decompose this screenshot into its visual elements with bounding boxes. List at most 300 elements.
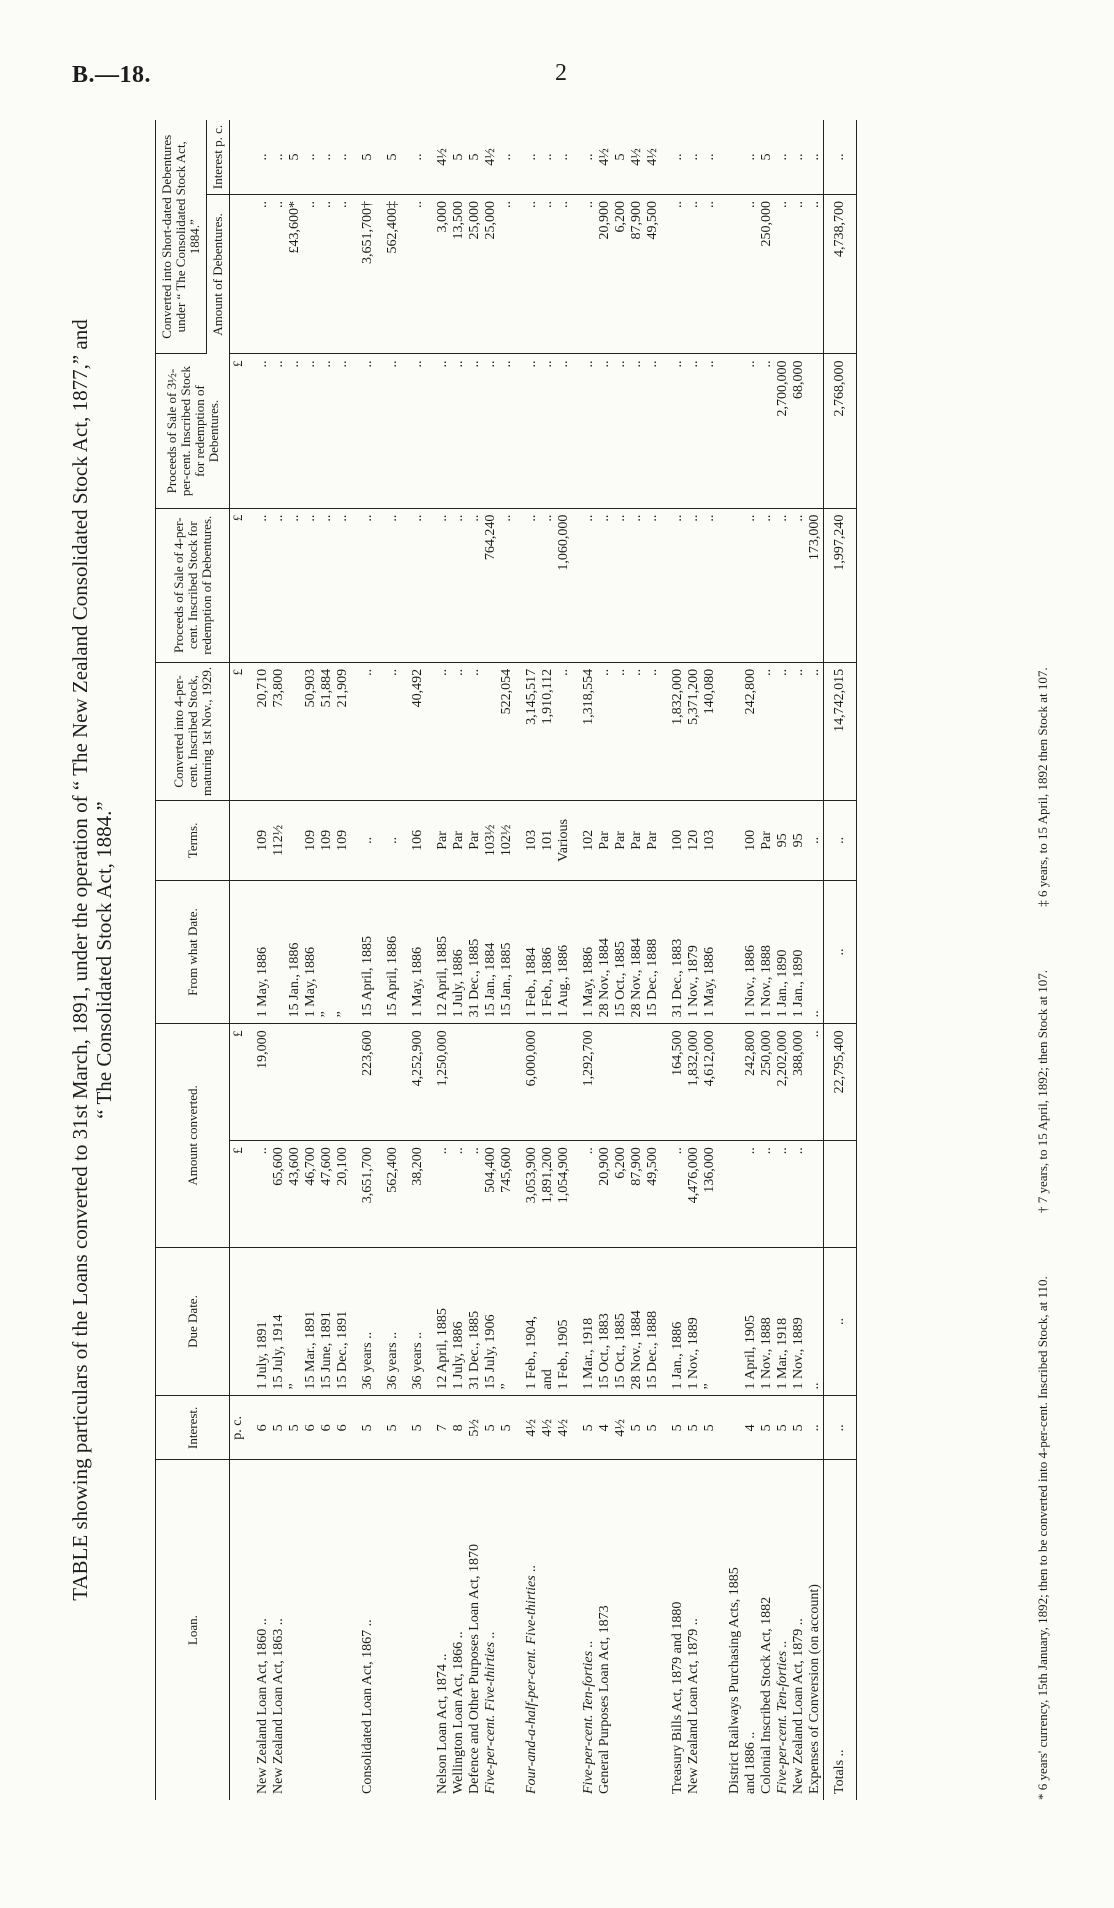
footnotes xyxy=(1035,120,1051,1800)
cell-short-interest-line xyxy=(727,126,743,188)
cell-from-line: 31 Dec., 1883 xyxy=(670,938,685,1018)
totals-cell xyxy=(824,1141,857,1247)
cell-sale35-line: .. xyxy=(483,360,498,368)
cell-due-line: 1 Feb., 1905 xyxy=(556,1319,571,1390)
cell-short-interest xyxy=(661,120,718,195)
cell-sale4 xyxy=(351,508,376,662)
cell-sale35 xyxy=(572,354,661,508)
cell-sale4-line: .. xyxy=(319,514,334,522)
cell-from xyxy=(376,880,401,1024)
cell-amount-item-line: 49,500 xyxy=(645,1147,660,1186)
cell-amount-total-line: 1,832,000 xyxy=(686,1030,701,1087)
cell-short-interest-line: 4½ xyxy=(483,148,498,166)
cell-sale4 xyxy=(426,508,515,662)
cell-short-interest-line: 4½ xyxy=(629,148,644,166)
cell-due-line: 1 Nov., 1889 xyxy=(791,1317,806,1390)
cell-from-line: 1 May, 1886 xyxy=(303,947,318,1018)
cell-due xyxy=(376,1247,401,1396)
cell-converted-line: 40,492 xyxy=(410,668,425,708)
cell-terms-line: 100 xyxy=(743,829,758,851)
cell-interest-line: 5 xyxy=(483,1424,498,1432)
cell-amount-item-line: 562,400 xyxy=(385,1147,400,1193)
cell-sale4-line: .. xyxy=(791,514,806,522)
cell-amount-item-line: 20,900 xyxy=(597,1147,612,1186)
cell-sale4 xyxy=(401,508,426,662)
cell-interest-line: 5 xyxy=(360,1424,375,1432)
totals-cell: .. xyxy=(824,880,857,1024)
cell-short-amount-line xyxy=(727,201,743,347)
cell-from-line: 15 Dec., 1888 xyxy=(645,938,660,1018)
title-line-2: “ The Consolidated Stock Act, 1884.” xyxy=(92,801,116,1119)
cell-converted-line: 20,710 xyxy=(255,668,270,708)
cell-short-amount-line: 3,000 xyxy=(435,201,450,233)
cell-loan xyxy=(661,1460,718,1800)
cell-short-interest-line: 5 xyxy=(360,153,375,161)
cell-amount-item-line: .. xyxy=(581,1147,596,1155)
cell-short-amount-line: .. xyxy=(775,201,790,208)
cell-amount-item xyxy=(572,1141,661,1247)
cell-short-interest xyxy=(246,120,351,195)
table-row xyxy=(376,120,401,1800)
cell-terms-line: Par xyxy=(451,831,466,850)
cell-due xyxy=(246,1247,351,1396)
cell-short-interest-line: .. xyxy=(303,153,318,161)
unit-pound-b: £ xyxy=(230,1024,247,1141)
cell-from-line: 15 April, 1885 xyxy=(360,936,375,1018)
cell-terms-line: Par xyxy=(613,831,628,850)
cell-interest-line: .. xyxy=(807,1424,822,1432)
cell-short-interest-line: .. xyxy=(807,153,822,161)
cell-loan-line: Wellington Loan Act, 1866 .. xyxy=(451,1631,466,1794)
cell-converted-line: 3,145,517 xyxy=(524,668,539,725)
cell-sale4-line: .. xyxy=(686,514,701,522)
cell-sale35 xyxy=(351,354,376,508)
cell-loan-line: Consolidated Loan Act, 1867 .. xyxy=(360,1619,375,1794)
cell-amount-total-line: 164,500 xyxy=(670,1030,685,1076)
cell-interest-line: 5 xyxy=(791,1424,806,1432)
cell-terms-line: 106 xyxy=(410,829,425,851)
cell-converted-line: .. xyxy=(759,668,774,676)
cell-sale4-line: .. xyxy=(499,514,514,522)
cell-short-amount-line: .. xyxy=(556,201,571,208)
cell-loan-line: New Zealand Loan Act, 1879 .. xyxy=(791,1618,806,1794)
cell-amount-item-line: 4,476,000 xyxy=(686,1147,701,1204)
cell-short-amount xyxy=(376,195,401,354)
cell-short-interest xyxy=(426,120,515,195)
cell-sale4-line: .. xyxy=(613,514,628,522)
cell-terms-line: 109 xyxy=(255,829,270,851)
cell-interest-line: 5 xyxy=(629,1424,644,1432)
cell-terms-line: 120 xyxy=(686,829,701,851)
cell-interest-line: 5 xyxy=(775,1424,790,1432)
cell-converted xyxy=(351,662,376,800)
footnote-1: * 6 years' currency, 15th January, 1892; then to be converted into 4-per-cent. Inscribed Stock, at 110. xyxy=(1035,1276,1050,1800)
cell-terms-line: Par xyxy=(759,831,774,850)
cell-from xyxy=(351,880,376,1024)
cell-terms-line: 103 xyxy=(524,829,539,851)
col-sale-4pc: Proceeds of Sale of 4-per-cent. Inscribed Stock for redemption of Debentures. xyxy=(156,508,230,662)
cell-from xyxy=(515,880,572,1024)
unit-pc: p. c. xyxy=(230,1396,247,1460)
units-row xyxy=(230,120,247,1800)
cell-from-line: 28 Nov., 1884 xyxy=(629,938,644,1018)
cell-amount-item-line: 20,100 xyxy=(335,1147,350,1186)
cell-amount-item-line: 3,053,900 xyxy=(524,1147,539,1204)
cell-terms-line xyxy=(727,807,743,874)
cell-from-line: 1 July, 1886 xyxy=(451,949,466,1018)
cell-interest xyxy=(515,1396,572,1460)
cell-short-amount-line: 562,400‡ xyxy=(385,201,400,254)
cell-sale4-line: .. xyxy=(360,514,375,522)
cell-amount-item-line: .. xyxy=(467,1147,482,1155)
cell-due-line: 1 Mar., 1918 xyxy=(775,1317,790,1390)
cell-interest xyxy=(351,1396,376,1460)
cell-from-line: 1 May, 1886 xyxy=(702,947,717,1018)
footnote-2: † 7 years, to 15 April, 1892; then Stock at 107. xyxy=(1035,970,1050,1214)
cell-terms-line: .. xyxy=(360,836,375,844)
cell-amount-total xyxy=(401,1024,426,1141)
cell-terms xyxy=(246,801,351,881)
cell-sale35-line: .. xyxy=(410,360,425,368)
cell-loan-line: Defence and Other Purposes Loan Act, 1870 xyxy=(467,1544,482,1794)
cell-converted-line: 1,318,554 xyxy=(581,668,596,725)
cell-converted-line: 51,884 xyxy=(319,668,334,708)
cell-amount-item xyxy=(515,1141,572,1247)
cell-due-line: 1 Jan., 1886 xyxy=(670,1321,685,1390)
cell-loan-line: Five-per-cent. Ten-forties .. xyxy=(581,1640,596,1794)
cell-sale4-line: .. xyxy=(335,514,350,522)
cell-due xyxy=(426,1247,515,1396)
cell-short-interest-line: 5 xyxy=(613,153,628,161)
cell-loan-line: Five-per-cent. Ten-forties .. xyxy=(775,1640,790,1794)
cell-terms-line: Par xyxy=(597,831,612,850)
cell-due-line: 15 Oct., 1883 xyxy=(597,1313,612,1390)
cell-converted-line: 140,080 xyxy=(702,668,717,715)
cell-amount-item-line xyxy=(727,1147,743,1240)
cell-short-amount-line: 6,200 xyxy=(613,201,628,233)
cell-terms-line: 102½ xyxy=(499,824,514,857)
cell-loan xyxy=(246,1460,351,1800)
cell-sale4-line: .. xyxy=(629,514,644,522)
cell-amount-total-line xyxy=(727,1030,743,1134)
cell-from xyxy=(661,880,718,1024)
cell-short-amount-line: .. xyxy=(540,201,555,208)
cell-from-line: 15 Jan., 1884 xyxy=(483,942,498,1018)
cell-short-amount-line: .. xyxy=(499,201,514,208)
cell-from-line: 1 Aug., 1886 xyxy=(556,944,571,1018)
cell-sale35 xyxy=(661,354,718,508)
cell-due-line: 15 Dec., 1888 xyxy=(645,1310,660,1390)
cell-sale4-line xyxy=(727,515,743,656)
cell-terms-line: .. xyxy=(807,836,822,844)
cell-converted xyxy=(661,662,718,800)
cell-sale4-line: .. xyxy=(435,514,450,522)
cell-loan-line: New Zealand Loan Act, 1860 .. xyxy=(255,1618,270,1794)
cell-amount-total-line xyxy=(385,1030,401,1134)
cell-sale4-line: .. xyxy=(255,514,270,522)
cell-amount-total xyxy=(246,1024,351,1141)
cell-short-interest-line: .. xyxy=(410,153,425,161)
cell-from xyxy=(426,880,515,1024)
cell-amount-item-line: 65,600 xyxy=(271,1147,286,1186)
cell-loan xyxy=(718,1460,824,1800)
cell-sale35-line: 68,000 xyxy=(791,360,806,399)
cell-short-interest-line: 4½ xyxy=(645,148,660,166)
cell-due xyxy=(515,1247,572,1396)
cell-short-amount-line: .. xyxy=(791,201,806,208)
cell-due xyxy=(718,1247,824,1396)
cell-sale35-line: .. xyxy=(743,360,758,368)
cell-amount-total-line: 242,800 xyxy=(743,1030,758,1076)
cell-converted xyxy=(515,662,572,800)
cell-interest-line: 6 xyxy=(319,1424,334,1432)
cell-converted xyxy=(718,662,824,800)
cell-terms-line: Par xyxy=(645,831,660,850)
cell-amount-total-line: 2,202,000 xyxy=(775,1030,790,1087)
cell-converted-line: .. xyxy=(597,668,612,676)
cell-from-line: 1 Jan., 1890 xyxy=(775,949,790,1018)
cell-short-amount-line: .. xyxy=(271,201,286,208)
cell-short-interest-line: .. xyxy=(791,153,806,161)
cell-short-amount-line: .. xyxy=(743,201,758,208)
cell-sale35-line: .. xyxy=(524,360,539,368)
cell-converted-line xyxy=(727,669,743,794)
cell-short-interest-line: .. xyxy=(686,153,701,161)
cell-converted-line: 522,054 xyxy=(499,668,514,715)
cell-due-line: 15 Oct., 1885 xyxy=(613,1313,628,1390)
cell-loan-line: Five-per-cent. Five-thirties .. xyxy=(483,1631,498,1794)
cell-short-interest-line: .. xyxy=(335,153,350,161)
cell-converted-line xyxy=(483,669,499,794)
cell-amount-total-line: 1,250,000 xyxy=(435,1030,450,1087)
cell-short-interest xyxy=(718,120,824,195)
totals-cell: 2,768,000 xyxy=(824,354,857,508)
cell-sale35-line: .. xyxy=(255,360,270,368)
cell-from-line: 1 May, 1886 xyxy=(410,947,425,1018)
unit-pound-c: £ xyxy=(230,662,247,800)
cell-due-line: ” xyxy=(702,1383,717,1390)
cell-sale4 xyxy=(572,508,661,662)
cell-amount-item xyxy=(401,1141,426,1247)
cell-from xyxy=(401,880,426,1024)
cell-converted-line: .. xyxy=(775,668,790,676)
cell-converted-line: .. xyxy=(451,668,466,676)
cell-amount-total-line: 4,252,900 xyxy=(410,1030,425,1087)
cell-interest xyxy=(401,1396,426,1460)
cell-short-amount-line: 25,000 xyxy=(467,201,482,240)
cell-sale4-line: .. xyxy=(524,514,539,522)
cell-sale35 xyxy=(376,354,401,508)
table-row xyxy=(351,120,376,1800)
cell-interest-line: 4 xyxy=(597,1424,612,1432)
cell-sale35-line: .. xyxy=(702,360,717,368)
cell-amount-item-line: .. xyxy=(670,1147,685,1155)
cell-amount-total-line: 1,292,700 xyxy=(581,1030,596,1087)
cell-converted-line: .. xyxy=(807,668,822,676)
cell-amount-item-line: .. xyxy=(759,1147,774,1155)
col-short-interest: Interest p. c. xyxy=(207,120,230,195)
col-terms: Terms. xyxy=(156,801,230,881)
cell-interest xyxy=(376,1396,401,1460)
cell-from-line: 1 Feb., 1884 xyxy=(524,947,539,1018)
cell-short-interest-line: .. xyxy=(255,153,270,161)
cell-terms-line: 102 xyxy=(581,829,596,851)
cell-converted-line: .. xyxy=(556,668,571,676)
cell-sale35-line: .. xyxy=(271,360,286,368)
cell-amount-total xyxy=(376,1024,401,1141)
cell-amount-item-line: .. xyxy=(775,1147,790,1155)
table-row xyxy=(515,120,572,1800)
cell-from xyxy=(246,880,351,1024)
cell-interest-line xyxy=(727,1402,743,1453)
cell-sale4-line: .. xyxy=(645,514,660,522)
cell-interest xyxy=(718,1396,824,1460)
cell-from-line: 1 Feb., 1886 xyxy=(540,947,555,1018)
cell-sale4-line: .. xyxy=(271,514,286,522)
cell-amount-item-line: 38,200 xyxy=(410,1147,425,1186)
cell-due-line: ” xyxy=(287,1383,302,1390)
cell-interest-line: 7 xyxy=(435,1424,450,1432)
cell-terms-line: Par xyxy=(467,831,482,850)
cell-sale4-line: .. xyxy=(670,514,685,522)
cell-sale35-line xyxy=(807,360,823,501)
totals-cell: Totals .. xyxy=(824,1460,857,1800)
cell-sale35-line: .. xyxy=(686,360,701,368)
cell-loan xyxy=(426,1460,515,1800)
cell-sale35-line: .. xyxy=(360,360,375,368)
col-due-date: Due Date. xyxy=(156,1247,230,1396)
cell-converted-line: .. xyxy=(435,668,450,676)
cell-short-interest xyxy=(401,120,426,195)
cell-amount-item xyxy=(661,1141,718,1247)
cell-terms-line: 109 xyxy=(303,829,318,851)
cell-converted-line: 21,909 xyxy=(335,668,350,708)
cell-loan xyxy=(572,1460,661,1800)
cell-amount-item xyxy=(718,1141,824,1247)
totals-cell: .. xyxy=(824,1247,857,1396)
cell-interest-line: 5 xyxy=(581,1424,596,1432)
cell-due-line: 36 years .. xyxy=(410,1331,425,1390)
cell-interest-line: 5 xyxy=(686,1424,701,1432)
cell-sale4-line: .. xyxy=(581,514,596,522)
cell-interest-line: 6 xyxy=(255,1424,270,1432)
cell-sale35-line: .. xyxy=(319,360,334,368)
cell-sale35-line: .. xyxy=(467,360,482,368)
unit-pound-d: £ xyxy=(230,508,247,662)
cell-converted-line: .. xyxy=(629,668,644,676)
cell-short-amount-line: 250,000 xyxy=(759,201,774,247)
cell-amount-item xyxy=(351,1141,376,1247)
cell-interest xyxy=(572,1396,661,1460)
cell-short-interest-line: .. xyxy=(743,153,758,161)
cell-terms xyxy=(515,801,572,881)
cell-terms xyxy=(351,801,376,881)
cell-short-interest-line: .. xyxy=(670,153,685,161)
cell-amount-item-line: 136,000 xyxy=(702,1147,717,1193)
cell-due xyxy=(661,1247,718,1396)
cell-terms xyxy=(718,801,824,881)
col-sale-35pc: Proceeds of Sale of 3½-per-cent. Inscribed Stock for redemption of Debentures. xyxy=(156,354,230,508)
cell-short-amount-line: .. xyxy=(702,201,717,208)
cell-interest-line: 8 xyxy=(451,1424,466,1432)
cell-amount-total-line: 223,600 xyxy=(360,1030,375,1076)
cell-from-line: 31 Dec., 1885 xyxy=(467,938,482,1018)
cell-loan xyxy=(376,1460,401,1800)
cell-amount-total xyxy=(351,1024,376,1141)
cell-terms-line: 112½ xyxy=(271,824,286,856)
cell-sale4 xyxy=(376,508,401,662)
cell-due xyxy=(572,1247,661,1396)
cell-due-line xyxy=(727,1254,743,1390)
cell-due-line: 36 years .. xyxy=(360,1331,375,1390)
cell-sale35-line: .. xyxy=(499,360,514,368)
cell-loan-line: Nelson Loan Act, 1874 .. xyxy=(435,1653,450,1794)
cell-interest-line: 5 xyxy=(385,1424,400,1432)
cell-sale4-line: .. xyxy=(702,514,717,522)
cell-amount-total xyxy=(718,1024,824,1141)
cell-sale35-line: .. xyxy=(645,360,660,368)
cell-loan-line: Colonial Inscribed Stock Act, 1882 xyxy=(759,1596,774,1794)
cell-due-line: 1 Mar., 1918 xyxy=(581,1317,596,1390)
cell-converted xyxy=(572,662,661,800)
cell-due-line: 15 July, 1914 xyxy=(271,1314,286,1390)
cell-loan-line xyxy=(385,1466,401,1794)
cell-due-line: .. xyxy=(807,1382,822,1390)
cell-from-line: 1 May, 1886 xyxy=(581,947,596,1018)
cell-sale35-line: .. xyxy=(597,360,612,368)
cell-due-line: 15 Mar., 1891 xyxy=(303,1310,318,1390)
cell-short-interest-line: .. xyxy=(556,153,571,161)
cell-sale4-line: .. xyxy=(410,514,425,522)
cell-due-line: 1 April, 1905 xyxy=(743,1315,758,1390)
cell-converted-line: 1,910,112 xyxy=(540,668,555,725)
cell-short-amount-line: 49,500 xyxy=(645,201,660,240)
cell-converted-line: 73,800 xyxy=(271,668,286,708)
cell-loan-line: General Purposes Loan Act, 1873 xyxy=(597,1605,612,1794)
cell-interest-line: 5 xyxy=(670,1424,685,1432)
cell-amount-item-line: .. xyxy=(255,1147,270,1155)
cell-sale4-line: .. xyxy=(385,514,400,522)
cell-terms xyxy=(572,801,661,881)
cell-sale4-line: .. xyxy=(743,514,758,522)
cell-converted xyxy=(246,662,351,800)
totals-cell: .. xyxy=(824,1396,857,1460)
cell-converted-line: .. xyxy=(645,668,660,676)
cell-interest-line: 4 xyxy=(743,1424,758,1432)
cell-short-amount-line: 87,900 xyxy=(629,201,644,240)
cell-short-interest-line: 4½ xyxy=(597,148,612,166)
cell-due-line: 12 April, 1885 xyxy=(435,1308,450,1390)
cell-converted-line: 242,800 xyxy=(743,668,758,715)
cell-loan-line xyxy=(410,1466,426,1794)
totals-cell: 4,738,700 xyxy=(824,195,857,354)
cell-from-line: ” xyxy=(335,1011,350,1018)
cell-terms-line: 103½ xyxy=(483,824,498,857)
cell-converted xyxy=(426,662,515,800)
cell-short-amount-line: .. xyxy=(581,201,596,208)
cell-sale35-line: .. xyxy=(303,360,318,368)
table-row xyxy=(401,120,426,1800)
cell-interest-line: 4½ xyxy=(540,1419,555,1437)
loans-table xyxy=(155,120,857,1800)
cell-amount-item-line: 3,651,700 xyxy=(360,1147,375,1204)
cell-terms-line: 100 xyxy=(670,829,685,851)
page-number: 2 xyxy=(555,60,567,86)
cell-short-interest-line: .. xyxy=(319,153,334,161)
cell-sale4-line: .. xyxy=(540,514,555,522)
cell-amount-item-line: .. xyxy=(435,1147,450,1155)
cell-short-amount-line: .. xyxy=(335,201,350,208)
